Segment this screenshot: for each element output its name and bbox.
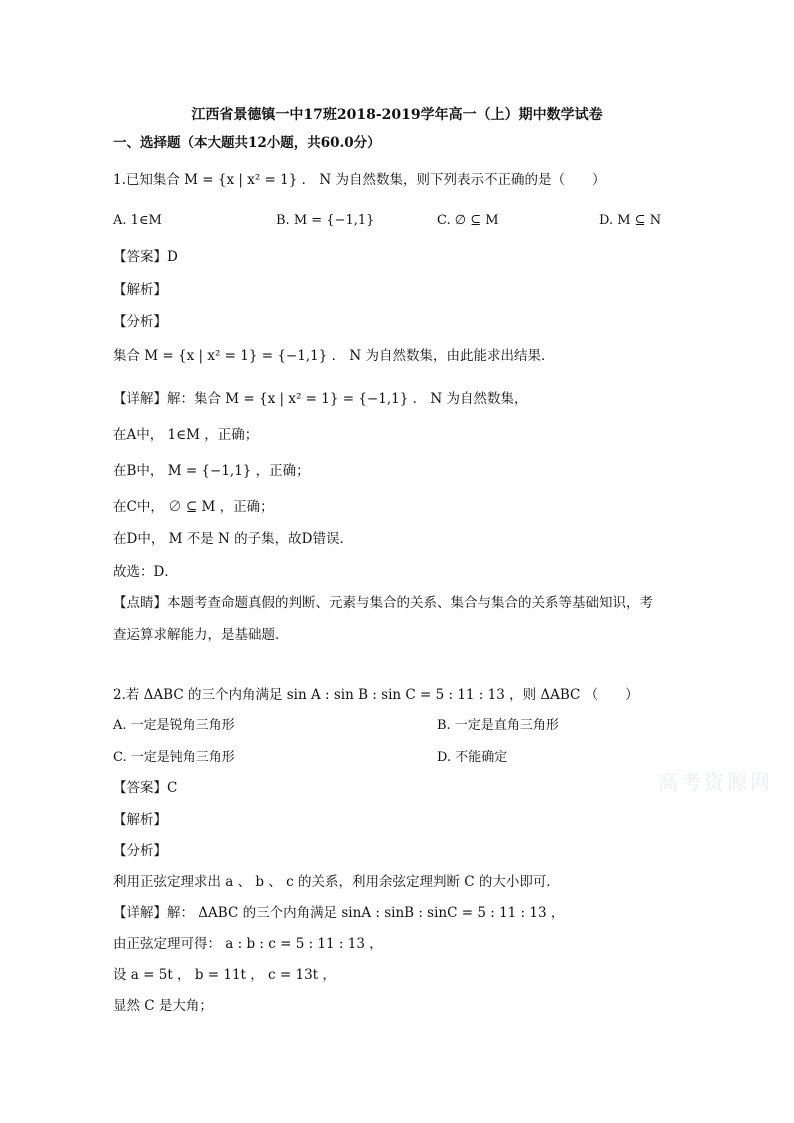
section-heading: 一、选择题（本大题共12小题，共60.0分） — [113, 135, 381, 151]
q2-option-b: B. 一定是直角三角形 — [437, 718, 559, 733]
q2-answer: 【答案】C — [113, 780, 178, 796]
q1-option-b: B. M = {−1,1} — [276, 213, 375, 228]
q2-option-d: D. 不能确定 — [437, 750, 508, 765]
q2-line-3: 显然 C 是大角； — [113, 998, 213, 1014]
q2-stem: 2.若 ΔABC 的三个内角满足 sin A : sin B : sin C = 5 : 11 : 13 ，则 ΔABC （ ） — [113, 687, 639, 703]
q2-line-2: 设 a = 5t ， b = 11t ， c = 13t ， — [113, 967, 336, 983]
q1-analysis: 集合 M = {x | x² = 1} = {−1,1} ． N 为自然数集，由此能求出结果． — [113, 348, 555, 364]
q1-fenxi-label: 【分析】 — [113, 314, 167, 330]
q2-option-a: A. 一定是锐角三角形 — [113, 718, 235, 733]
q2-line-1: 由正弦定理可得： a : b : c = 5 : 11 : 13 ， — [113, 936, 383, 952]
q1-jiexi-label: 【解析】 — [113, 282, 167, 298]
q1-answer: 【答案】D — [113, 249, 178, 265]
q1-line-b: 在B中， M = {−1,1} ，正确； — [113, 463, 310, 479]
q2-detail: 【详解】解： ΔABC 的三个内角满足 sinA : sinB : sinC = 5 : 11 : 13 ， — [113, 905, 565, 921]
q2-option-c: C. 一定是钝角三角形 — [113, 750, 235, 765]
q1-option-d: D. M ⊆ N — [599, 213, 662, 228]
q2-analysis: 利用正弦定理求出 a 、 b 、 c 的关系，利用余弦定理判断 C 的大小即可． — [113, 874, 560, 890]
watermark: 高考资源网 — [658, 770, 773, 794]
document-title: 江西省景德镇一中17班2018-2019学年高一（上）期中数学试卷 — [191, 107, 603, 123]
q2-fenxi-label: 【分析】 — [113, 843, 167, 859]
q1-dianjing-line1: 【点睛】本题考查命题真假的判断、元素与集合的关系、集合与集合的关系等基础知识，考 — [113, 595, 653, 611]
q1-stem: 1.已知集合 M = {x | x² = 1} ． N 为自然数集，则下列表示不正确的是（ ） — [113, 172, 606, 188]
q2-jiexi-label: 【解析】 — [113, 812, 167, 828]
q1-choose: 故选：D． — [113, 564, 178, 580]
q1-detail: 【详解】解：集合 M = {x | x² = 1} = {−1,1} ． N 为自然数集， — [113, 391, 528, 407]
q1-option-a: A. 1∈M — [113, 213, 162, 228]
q1-line-a: 在A中， 1∈M ，正确； — [113, 427, 259, 443]
q1-option-c: C. ∅ ⊆ M — [437, 213, 499, 228]
q1-line-d: 在D中， M 不是 N 的子集，故D错误． — [113, 531, 353, 547]
q1-dianjing-line2: 查运算求解能力，是基础题． — [113, 627, 289, 643]
q1-line-c: 在C中， ∅ ⊆ M ，正确； — [113, 499, 274, 515]
